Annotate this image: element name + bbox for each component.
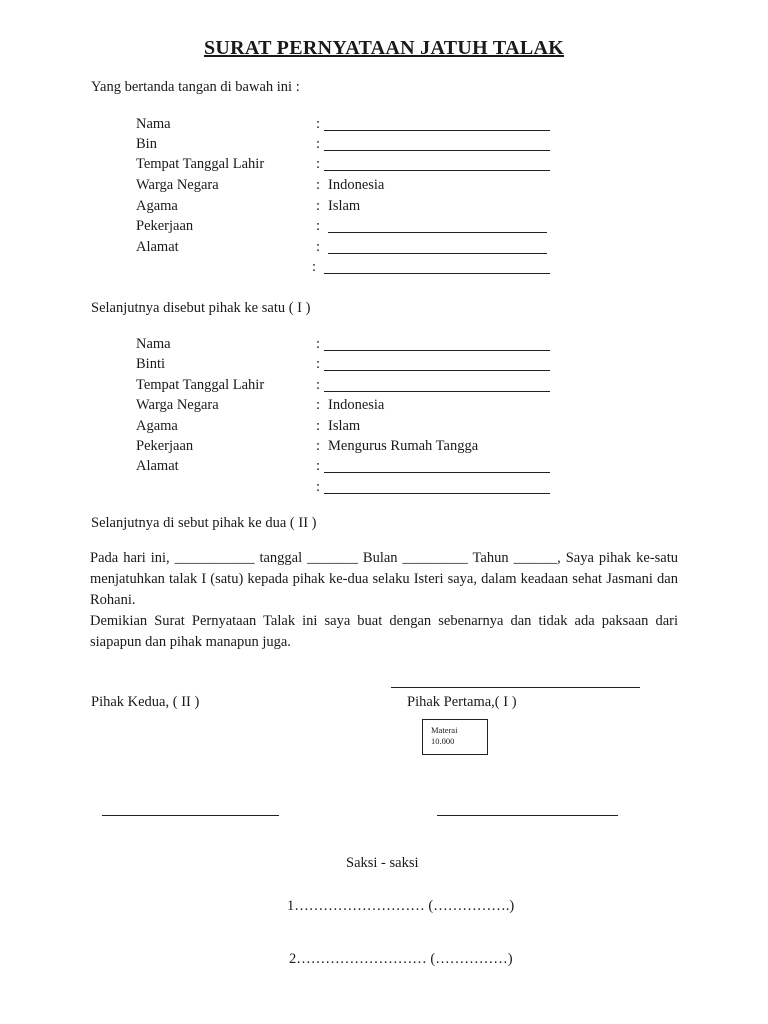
- statement-block: [90, 548, 678, 653]
- party2-address-field[interactable]: [324, 472, 550, 473]
- party2-nationality-value: Indonesia: [328, 397, 385, 413]
- party1-occupation-label: Pekerjaan: [136, 218, 194, 234]
- party2-address-colon: :: [316, 458, 321, 474]
- intro-text: Yang bertanda tangan di bawah ini :: [91, 79, 300, 95]
- party2-occupation-value: Mengurus Rumah Tangga: [328, 438, 479, 454]
- party2-birth-field[interactable]: [324, 391, 550, 392]
- party2-name-colon: :: [316, 336, 321, 352]
- party1-address-field-2[interactable]: [324, 273, 550, 274]
- party1-address2-colon: :: [312, 259, 317, 275]
- party1-religion-value: Islam: [328, 198, 361, 214]
- party1-bin-colon: :: [316, 136, 321, 152]
- party2-nationality-colon: :: [316, 397, 321, 413]
- party2-name-field[interactable]: [324, 350, 550, 351]
- party1-address-field[interactable]: [328, 253, 547, 254]
- party1-nationality-label: Warga Negara: [136, 177, 219, 193]
- party1-address-label: Alamat: [136, 239, 179, 255]
- party2-address-label: Alamat: [136, 458, 179, 474]
- party2-religion-value: Islam: [328, 418, 361, 434]
- witness-1: 1……………………… (…………….): [287, 898, 515, 914]
- party1-nationality-colon: :: [316, 177, 321, 193]
- stamp-value: 10.000: [431, 736, 455, 746]
- party2-birth-label: Tempat Tanggal Lahir: [136, 377, 265, 393]
- party1-religion-label: Agama: [136, 198, 178, 214]
- second-party-label: Pihak Kedua, ( II ): [91, 694, 200, 710]
- party1-address-colon: :: [316, 239, 321, 255]
- statement-paragraph: Pada hari ini, ___________ tanggal _______ Bulan _________ Tahun ______, Saya pihak ke-satu menjatuhkan talak I (satu) kepada pihak ke-dua selaku Isteri saya, dalam keadaan sehat Jasmani dan Rohani.: [90, 550, 678, 608]
- party1-nationality-value: Indonesia: [328, 177, 385, 193]
- party2-binti-field[interactable]: [324, 370, 550, 371]
- witnesses-heading: Saksi - saksi: [346, 855, 419, 871]
- party2-religion-colon: :: [316, 418, 321, 434]
- party1-religion-colon: :: [316, 198, 321, 214]
- first-party-label: Pihak Pertama,( I ): [407, 694, 517, 710]
- witness-2: 2……………………… (……………): [289, 951, 513, 967]
- party1-occupation-field[interactable]: [328, 232, 547, 233]
- party2-binti-label: Binti: [136, 356, 166, 372]
- first-party-top-line: [391, 687, 640, 688]
- party2-religion-label: Agama: [136, 418, 178, 434]
- party2-address-field-2[interactable]: [324, 493, 550, 494]
- party1-bin-field[interactable]: [324, 150, 550, 151]
- party1-bin-label: Bin: [136, 136, 157, 152]
- party1-birth-field[interactable]: [324, 170, 550, 171]
- party2-birth-colon: :: [316, 377, 321, 393]
- party1-name-label: Nama: [136, 116, 171, 132]
- stamp-label: Materai: [431, 725, 458, 735]
- party1-birth-label: Tempat Tanggal Lahir: [136, 156, 265, 172]
- party2-name-label: Nama: [136, 336, 171, 352]
- document-title: SURAT PERNYATAAN JATUH TALAK: [203, 37, 565, 59]
- party1-birth-colon: :: [316, 156, 321, 172]
- party2-binti-colon: :: [316, 356, 321, 372]
- party2-occupation-label: Pekerjaan: [136, 438, 194, 454]
- second-party-signature-line[interactable]: [102, 815, 279, 816]
- party1-caption: Selanjutnya disebut pihak ke satu ( I ): [91, 300, 311, 316]
- party2-occupation-colon: :: [316, 438, 321, 454]
- party1-occupation-colon: :: [316, 218, 321, 234]
- party1-name-field[interactable]: [324, 130, 550, 131]
- party2-caption: Selanjutnya di sebut pihak ke dua ( II ): [91, 515, 317, 531]
- closing-paragraph: Demikian Surat Pernyataan Talak ini saya buat dengan sebenarnya dan tidak ada paksaan dari siapapun dan pihak manapun juga.: [90, 613, 678, 650]
- stamp-box: [422, 719, 488, 755]
- party2-address2-colon: :: [316, 479, 321, 495]
- party1-name-colon: :: [316, 116, 321, 132]
- first-party-signature-line[interactable]: [437, 815, 618, 816]
- party2-nationality-label: Warga Negara: [136, 397, 219, 413]
